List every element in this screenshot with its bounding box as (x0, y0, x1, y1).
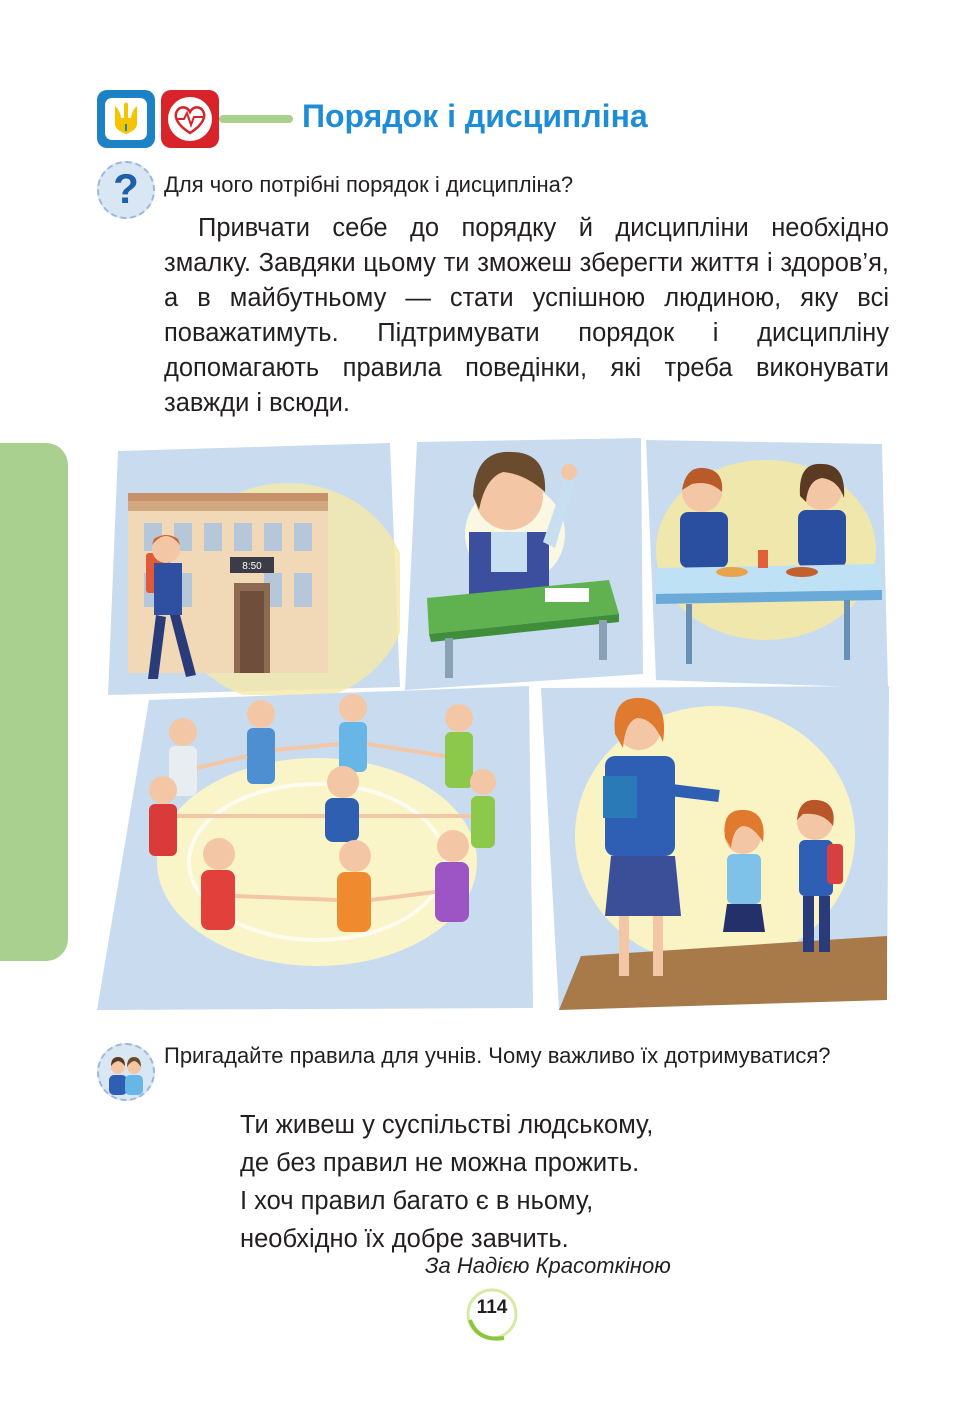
students-discussion-icon (97, 1043, 155, 1101)
poem-line: необхідно їх добре завчить. (240, 1225, 569, 1253)
side-color-tab (0, 443, 68, 961)
question-text: Для чого потрібні порядок і дисципліна? (164, 172, 574, 197)
main-paragraph: Привчати себе до порядку й дисципліни необхідно змалку. Завдяки цьому ти зможеш зберегти життя і здоров’я, а в майбутньому — стати успішною людиною, яку всі поважатимуть. Підтримувати порядок і дисципліну допомагають правила поведінки, які треба виконувати завжди і всюди. (164, 214, 889, 417)
illustration-teacher-with-students (541, 686, 889, 1010)
heart-pulse-icon (161, 90, 219, 148)
illustration-girl-raising-hand (405, 438, 643, 690)
illustration-boy-going-to-school (108, 443, 400, 695)
poem (240, 1106, 653, 1258)
poem-line: Ти живеш у суспільстві людському, (240, 1111, 654, 1139)
discussion-task: Пригадайте правила для учнів. Чому важливо їх дотримуватися? (164, 1043, 831, 1068)
poem-line: де без правил не можна прожить. (240, 1149, 640, 1177)
title-decor-line (219, 115, 293, 123)
illustration-children-eating (646, 440, 888, 692)
illustration-children-playing-circle (97, 686, 533, 1010)
section-title: Порядок і дисципліна (302, 98, 648, 134)
question-icon (97, 161, 155, 219)
poem-line: І хоч правил багато є в ньому, (240, 1187, 594, 1215)
poem-author: За Надією Красоткіною (425, 1253, 671, 1278)
page-number: 114 (476, 1297, 508, 1318)
question-mark-glyph: ? (113, 165, 139, 212)
clock-text: 8:50 (242, 561, 262, 572)
ukraine-trident-icon (97, 90, 155, 148)
